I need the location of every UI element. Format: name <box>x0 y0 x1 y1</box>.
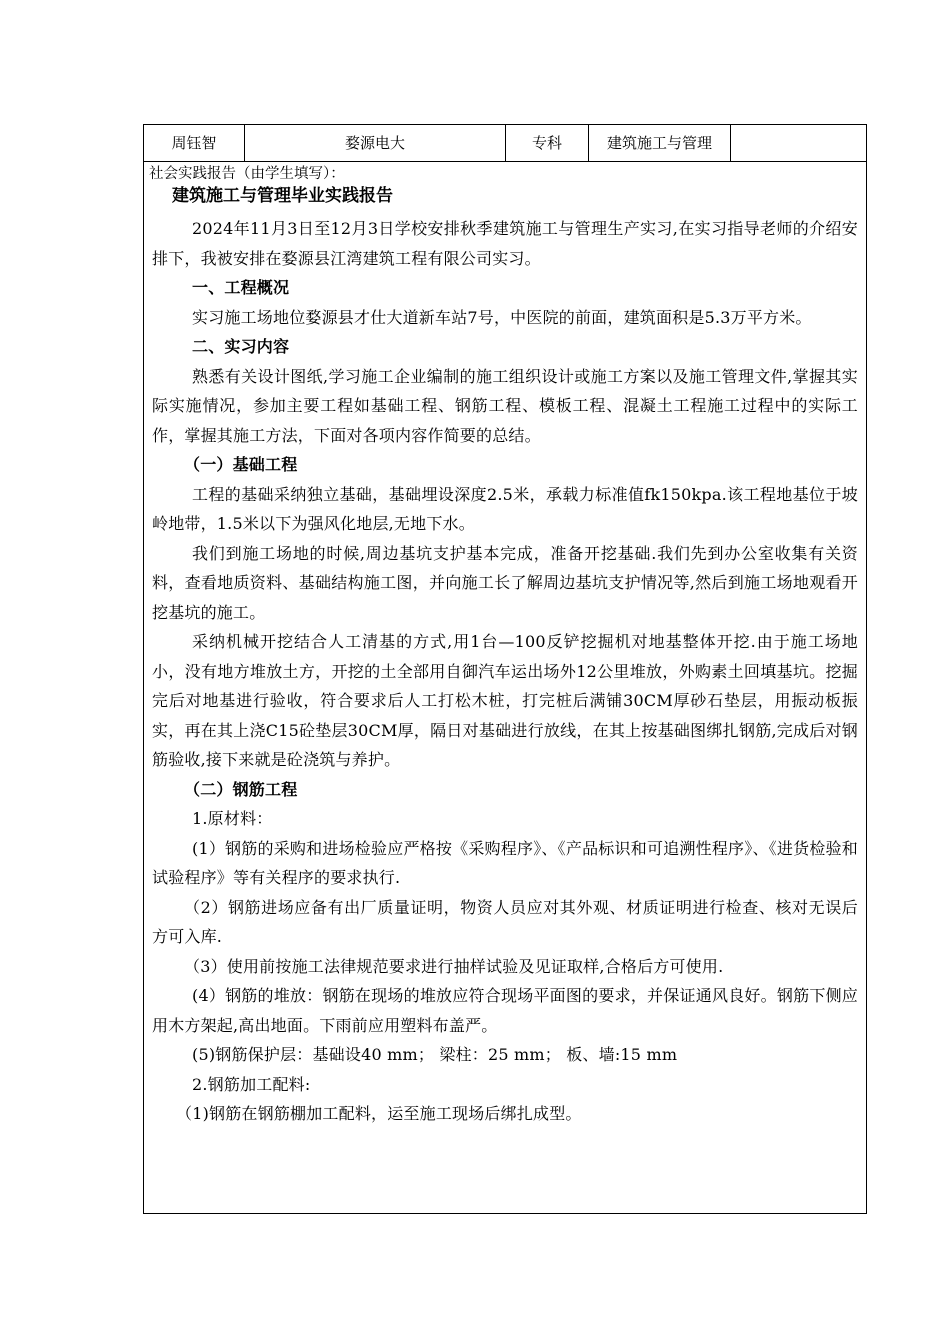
paragraph-foundation-1: 工程的基础采纳独立基础，基础埋设深度2.5米，承载力标准值fk150kpa.该工程地基位于坡岭地带，1.5米以下为强风化地层,无地下水。 <box>152 484 858 533</box>
section-heading-overview: 一、工程概况 <box>192 278 290 297</box>
paragraph-foundation-3: 采纳机械开挖结合人工清基的方式,用1台—100反铲挖掘机对地基整体开挖.由于施工场地小，没有地方堆放土方，开挖的土全部用自御汽车运出场外12公里堆放，外购素土回填基坑。挖掘完后对地基进行验收，符合要求后人工打松木桩，打完桩后满铺30CM厚砂石垫层，用振动板振实，再在其上浇C15砼垫层30CM厚，隔日对基础进行放线，在其上按基础图绑扎钢筋,完成后对钢筋验收,接下来就是砼浇筑与养护。 <box>152 632 858 769</box>
paragraph-rebar-materials: 1.原材料： <box>192 809 273 828</box>
paragraph-rebar-item-4: (4）钢筋的堆放：钢筋在现场的堆放应符合现场平面图的要求，并保证通风良好。钢筋下侧应用木方架起,高出地面。下雨前应用塑料布盖严。 <box>152 986 858 1035</box>
paragraph-overview: 实习施工场地位婺源县才仕大道新车站7号，中医院的前面，建筑面积是5.3万平方米。 <box>192 307 812 327</box>
paragraph-content: 熟悉有关设计图纸,学习施工企业编制的施工组织设计或施工方案以及施工管理文件,掌握其实际实施情况，参加主要工程如基础工程、钢筋工程、模板工程、混凝土工程施工过程中的实际工作，掌握其施工方法，下面对各项内容作简要的总结。 <box>152 366 858 445</box>
empty-cell <box>731 125 866 161</box>
education-level: 专科 <box>506 125 589 161</box>
student-info-row <box>144 125 866 162</box>
paragraph-rebar-item-1: (1）钢筋的采购和进场检验应严格按《采购程序》、《产品标识和可追溯性程序》、《进货检验和试验程序》等有关程序的要求执行. <box>152 838 858 887</box>
major-name: 建筑施工与管理 <box>589 125 731 161</box>
paragraph-rebar-item-2: （2）钢筋进场应备有出厂质量证明，物资人员应对其外观、材质证明进行检查、核对无误后方可入库. <box>152 897 858 946</box>
paragraph-rebar-item-3: （3）使用前按施工法律规范要求进行抽样试验及见证取样,合格后方可使用. <box>184 956 724 976</box>
report-content <box>144 214 866 1129</box>
school-name: 婺源电大 <box>245 125 506 161</box>
subsection-heading-foundation: （一）基础工程 <box>184 455 298 474</box>
section-heading-content: 二、实习内容 <box>192 337 290 356</box>
paragraph-rebar-item-5: (5)钢筋保护层：基础设40 mm； 梁柱：25 mm； 板、墙:15 mm <box>192 1045 678 1064</box>
student-name: 周钰智 <box>144 125 245 161</box>
paragraph-foundation-2: 我们到施工场地的时候,周边基坑支护基本完成，准备开挖基础.我们先到办公室收集有关资料，查看地质资料、基础结构施工图，并向施工长了解周边基坑支护情况等,然后到施工场地观看开挖基坑的施工。 <box>152 543 858 622</box>
report-title: 建筑施工与管理毕业实践报告 <box>172 186 393 206</box>
paragraph-rebar-processing: 2.钢筋加工配料: <box>192 1074 311 1094</box>
paragraph-rebar-processing-item-1: （1)钢筋在钢筋棚加工配料，运至施工现场后绑扎成型。 <box>176 1104 582 1123</box>
form-label: 社会实践报告（由学生填写）： <box>149 166 345 182</box>
subsection-heading-rebar: （二）钢筋工程 <box>184 779 298 799</box>
report-form <box>143 124 867 1214</box>
paragraph-intro: 2024年11月3日至12月3日学校安排秋季建筑施工与管理生产实习,在实习指导老师的介绍安排下，我被安排在婺源县江湾建筑工程有限公司实习。 <box>152 219 858 268</box>
